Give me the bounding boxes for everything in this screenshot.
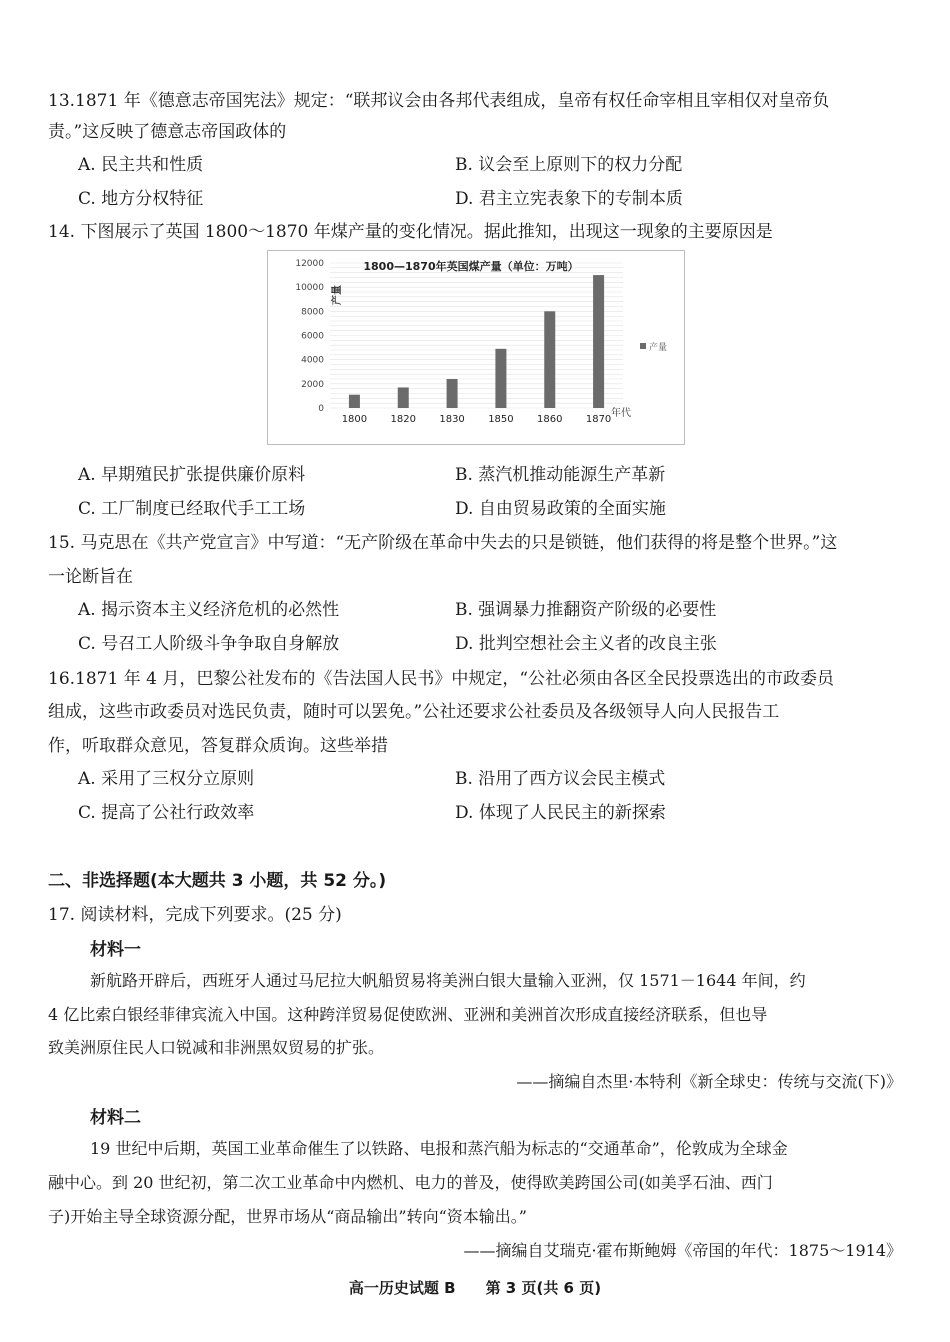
chart-x-tick-label: 1870: [585, 414, 612, 425]
material-2-line2: 融中心。到 20 世纪初，第二次工业革命中内燃机、电力的普及，使得欧美跨国公司(如美孚石油、西门: [48, 1173, 773, 1192]
chart-title: 1800—1870年英国煤产量（单位：万吨）: [363, 260, 579, 273]
chart-x-ticks: [342, 414, 612, 425]
chart-bar-1830: [447, 379, 458, 408]
chart-y-tick-label: 12000: [295, 259, 324, 269]
q14-stem: 14. 下图展示了英国 1800～1870 年煤产量的变化情况。据此推知，出现这一现象的主要原因是: [48, 222, 773, 242]
chart-x-tick-label: 1850: [488, 414, 514, 425]
material-2-line3: 子)开始主导全球资源分配，世界市场从“商品输出”转向“资本输出。”: [48, 1207, 527, 1226]
q16-option-b[interactable]: B. 沿用了西方议会民主模式: [455, 769, 666, 789]
q14-option-d[interactable]: D. 自由贸易政策的全面实施: [455, 499, 666, 519]
q13-option-a[interactable]: A. 民主共和性质: [78, 155, 204, 175]
chart-bar-1860: [544, 311, 555, 408]
q17-stem: 17. 阅读材料，完成下列要求。(25 分): [48, 905, 342, 925]
q16-option-c[interactable]: C. 提高了公社行政效率: [78, 803, 255, 823]
material-1-line3: 致美洲原住民人口锐减和非洲黑奴贸易的扩张。: [48, 1038, 385, 1057]
chart-bar-1870: [593, 275, 604, 408]
q16-stem-line2: 组成，这些市政委员对选民负责，随时可以罢免。”公社还要求公社委员及各级领导人向人民报告工: [48, 702, 780, 722]
material-1-title: 材料一: [90, 940, 141, 960]
material-2-source: ——摘编自艾瑞克·霍布斯鲍姆《帝国的年代：1875～1914》: [463, 1241, 902, 1260]
q15-option-c[interactable]: C. 号召工人阶级斗争争取自身解放: [78, 634, 340, 654]
chart-gridlines: [330, 263, 623, 408]
chart-y-tick-label: 8000: [301, 307, 324, 318]
q16-option-a[interactable]: A. 采用了三权分立原则: [78, 769, 255, 789]
chart-x-tick-label: 1820: [390, 414, 416, 425]
chart-y-tick-label: 6000: [301, 331, 324, 342]
chart-y-ticks: [295, 259, 324, 414]
q13-option-b[interactable]: B. 议会至上原则下的权力分配: [455, 155, 683, 175]
chart-x-label: 年代: [611, 408, 631, 419]
page-footer: 高一历史试题 B 第 3 页(共 6 页): [348, 1279, 602, 1297]
chart-y-tick-label: 10000: [295, 283, 324, 294]
section-heading: 二、非选择题(本大题共 3 小题，共 52 分。): [48, 871, 387, 891]
q13-option-d[interactable]: D. 君主立宪表象下的专制本质: [455, 189, 683, 209]
q15-option-d[interactable]: D. 批判空想社会主义者的改良主张: [455, 634, 717, 654]
material-1-line1: 新航路开辟后，西班牙人通过马尼拉大帆船贸易将美洲白银大量输入亚洲，仅 1571－1644 年间，约: [90, 971, 806, 990]
material-1-line2: 4 亿比索白银经菲律宾流入中国。这种跨洋贸易促使欧洲、亚洲和美洲首次形成直接经济联系，但也导: [48, 1005, 768, 1024]
q16-stem-line3: 作，听取群众意见，答复群众质询。这些举措: [48, 736, 388, 756]
material-1-source: ——摘编自杰里·本特利《新全球史：传统与交流(下)》: [516, 1072, 902, 1091]
chart-x-tick-label: 1830: [439, 414, 465, 425]
material-2-title: 材料二: [90, 1108, 141, 1128]
chart-x-tick-label: 1800: [341, 414, 368, 425]
chart-x-tick-label: 1860: [537, 414, 563, 425]
q15-option-b[interactable]: B. 强调暴力推翻资产阶级的必要性: [455, 600, 717, 620]
chart-bar-1820: [398, 387, 409, 408]
q16-stem-line1: 16.1871 年 4 月，巴黎公社发布的《告法国人民书》中规定，“公社必须由各区全民投票选出的市政委员: [48, 669, 835, 689]
chart-legend-label: 产量: [649, 343, 668, 353]
chart-y-tick-label: 4000: [301, 355, 324, 366]
material-2-line1: 19 世纪中后期，英国工业革命催生了以铁路、电报和蒸汽船为标志的“交通革命”，伦敦成为全球金: [90, 1139, 788, 1158]
q14-option-b[interactable]: B. 蒸汽机推动能源生产革新: [455, 465, 666, 485]
q14-option-a[interactable]: A. 早期殖民扩张提供廉价原料: [78, 465, 306, 485]
chart-y-label: 产量: [332, 285, 343, 305]
chart-bars: [349, 275, 604, 408]
q14-option-c[interactable]: C. 工厂制度已经取代手工工场: [78, 499, 306, 519]
chart-legend-swatch: [640, 343, 646, 349]
q15-stem-line2: 一论断旨在: [48, 567, 133, 587]
coal-production-chart: [267, 250, 685, 445]
q16-option-d[interactable]: D. 体现了人民民主的新探索: [455, 803, 666, 823]
q15-option-a[interactable]: A. 揭示资本主义经济危机的必然性: [78, 600, 340, 620]
chart-y-tick-label: 2000: [301, 379, 324, 390]
chart-bar-1800: [349, 395, 360, 408]
q13-stem-line1: 13.1871 年《德意志帝国宪法》规定：“联邦议会由各邦代表组成，皇帝有权任命宰相且宰相仅对皇帝负: [48, 91, 830, 111]
chart-bar-1850: [495, 349, 506, 408]
q13-stem-line2: 责。”这反映了德意志帝国政体的: [48, 122, 287, 142]
q15-stem-line1: 15. 马克思在《共产党宣言》中写道：“无产阶级在革命中失去的只是锁链，他们获得的将是整个世界。”这: [48, 533, 838, 553]
chart-y-tick-label: 0: [318, 404, 324, 414]
q13-option-c[interactable]: C. 地方分权特征: [78, 189, 204, 209]
